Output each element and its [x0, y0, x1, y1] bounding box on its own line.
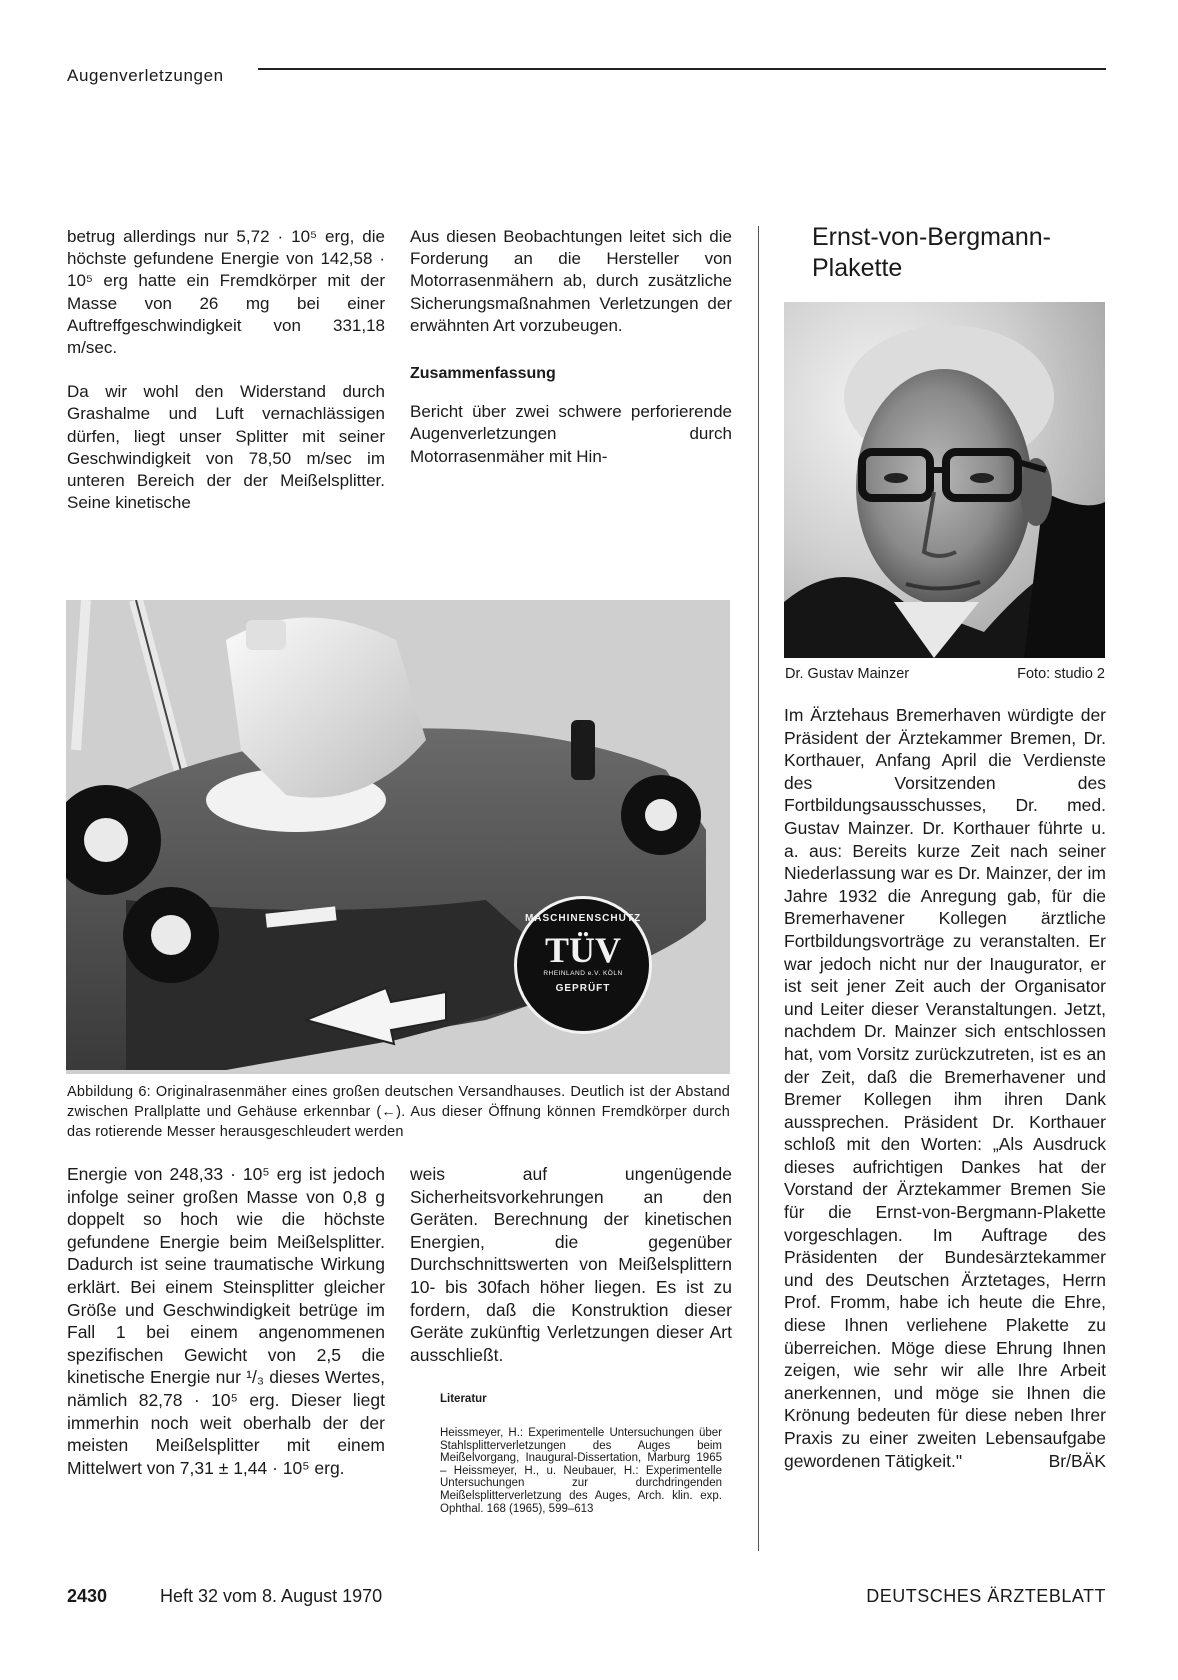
sidebar-body [784, 704, 1106, 1472]
sidebar-title [812, 222, 1112, 284]
figure-caption: Abbildung 6: Originalrasenmäher eines großen deutschen Versandhauses. Deutlich ist der Abstand zwischen Prallplatte und Gehäuse erkennbar (←). Aus dieser Öffnung können Fremdkörper durch das rotierende Messer herausgeschleudert werden [67, 1084, 730, 1140]
paragraph: weis auf ungenügende Sicherheitsvorkehrungen an den Geräten. Berechnung der kinetischen Energien, die gegenüber Durchschnittswerten von Meißelsplittern 10- bis 30fach höher liegen. Es ist zu fordern, daß die Konstruktion dieser Geräte zukünftig Verletzungen dieser Art ausschließt. [410, 1164, 732, 1365]
column-2-bottom [410, 1163, 732, 1515]
literature-heading: Literatur [440, 1393, 487, 1406]
literature-text: Heissmeyer, H.: Experimentelle Untersuchungen über Stahlsplitterverletzungen des Auges beim Meißelvorgang, Inaugural-Dissertation, Marburg 1965 – Heissmeyer, H., u. Neubauer, H.: Experimentelle Untersuchungen zur durchdringenden Meißelsplitterverletzung des Auges, Arch. klin. exp. Ophthal. 168 (1965), 599–613 [440, 1426, 722, 1515]
sidebar-title-line: Plakette [812, 254, 903, 282]
running-title: Augenverletzungen [67, 66, 224, 85]
column-divider [758, 226, 759, 1551]
sidebar-text: Im Ärztehaus Bremerhaven würdigte der Präsident der Ärztekammer Bremen, Dr. Korthauer, Anfang April die Verdienste des Vorsitzenden des Fortbildungsausschusses, Dr. med. Gustav Mainzer. Dr. Korthauer führte u. a. aus: Bereits kurze Zeit nach seiner Niederlassung war es Dr. Mainzer, der im Jahre 1932 die Anregung gab, für die Bremerhavener Kollegen ärztliche Fortbildungsvorträge zu veranstalten. Er war jedoch nicht nur der Inaugurator, er ist seit jener Zeit auch der Organisator und Leiter dieser Veranstaltungen. Jetzt, nachdem Dr. Mainzer sich entschlossen hat, vom Vorsitz zurückzutreten, ist es an der Zeit, daß die Bremerhavener und Bremer Kollegen ihm ihren Dank aussprechen. Präsident Dr. Korthauer schloß mit den Worten: „Als Ausdruck dieses aufrichtigen Dankes hat der Vorstand der Ärztekammer Bremen Sie für die Ernst-von-Bergmann-Plakette vorgeschlagen. Im Auftrage des Präsidenten der Bundesärztekammer und des Deutschen Ärztetages, Herrn Prof. Fromm, habe ich heute die Ehre, diese Ihnen verliehene Plakette zu überreichen. Möge diese Ehrung Ihnen zeigen, wie sehr wir alle Ihre Arbeit anerkennen, und möge sie Ihnen die Krönung bedeuten für diese neben Ihrer Praxis zu einer zweiten Lebensaufgabe gewordenen Tätigkeit." Br/BÄK [784, 705, 1106, 1471]
column-1-top [67, 226, 385, 514]
paragraph: Energie von 248,33 · 10⁵ erg ist jedoch infolge seiner großen Masse von 0,8 g doppelt so hoch wie die höchste gefundene Energie beim Meißelsplitter. Dadurch ist seine traumatische Wirkung erklärt. Bei einem Steinsplitter gleicher Größe und Geschwindigkeit betrüge im Fall 1 bei einem angenommenen spezifischen Gewicht von 2,5 die kinetische Energie nur ¹/₃ dieses Wertes, nämlich 82,78 · 10⁵ erg. Dieser liegt immerhin noch weit oberhalb der der meisten Meißelsplitter mit einem Mittelwert von 7,31 ± 1,44 · 10⁵ erg. [67, 1164, 385, 1478]
paragraph: Aus diesen Beobachtungen leitet sich die Forderung an die Hersteller von Motorrasenmähern ab, durch zusätzliche Sicherungsmaßnahmen Verletzungen der erwähnten Art vorzubeugen. [410, 227, 732, 335]
journal-name: DEUTSCHES ÄRZTEBLATT [866, 1586, 1106, 1606]
portrait-illustration [784, 302, 1105, 658]
paragraph: Bericht über zwei schwere perforierende Augenverletzungen durch Motorrasenmäher mit Hin- [410, 402, 732, 466]
page-number: 2430 [67, 1586, 108, 1606]
badge-bottom-text: GEPRÜFT [555, 983, 611, 994]
column-2-top [410, 226, 732, 468]
paragraph: Da wir wohl den Widerstand durch Grashalme und Luft vernachlässigen dürfen, liegt unser Splitter mit seiner Geschwindigkeit von 78,50 m/sec im unteren Bereich der der Meißelsplitter. Seine kinetische [67, 382, 385, 513]
issue-info: Heft 32 vom 8. August 1970 [160, 1586, 383, 1606]
column-1-bottom [67, 1163, 385, 1479]
badge-main-text: TÜV [544, 930, 621, 970]
badge-small-text: RHEINLAND e.V. KÖLN [543, 970, 623, 977]
summary-heading: Zusammenfassung [410, 365, 556, 383]
sidebar-title-line: Ernst-von-Bergmann- [812, 223, 1051, 251]
photo-credit: Foto: studio 2 [1017, 666, 1105, 682]
badge-top-text: MASCHINENSCHUTZ [524, 913, 642, 924]
tuv-badge [514, 896, 652, 1034]
header-rule [258, 68, 1106, 70]
paragraph: betrug allerdings nur 5,72 · 10⁵ erg, die höchste gefundene Energie von 142,58 · 10⁵ erg hatte ein Fremdkörper mit der Masse von 26 mg bei einer Auftreffgeschwindigkeit von 331,18 m/sec. [67, 227, 385, 358]
sidebar-signature: Br/BÄK [1048, 1450, 1106, 1471]
mower-figure [66, 600, 730, 1074]
portrait-photo [784, 302, 1105, 658]
photo-caption-name: Dr. Gustav Mainzer [785, 666, 910, 682]
